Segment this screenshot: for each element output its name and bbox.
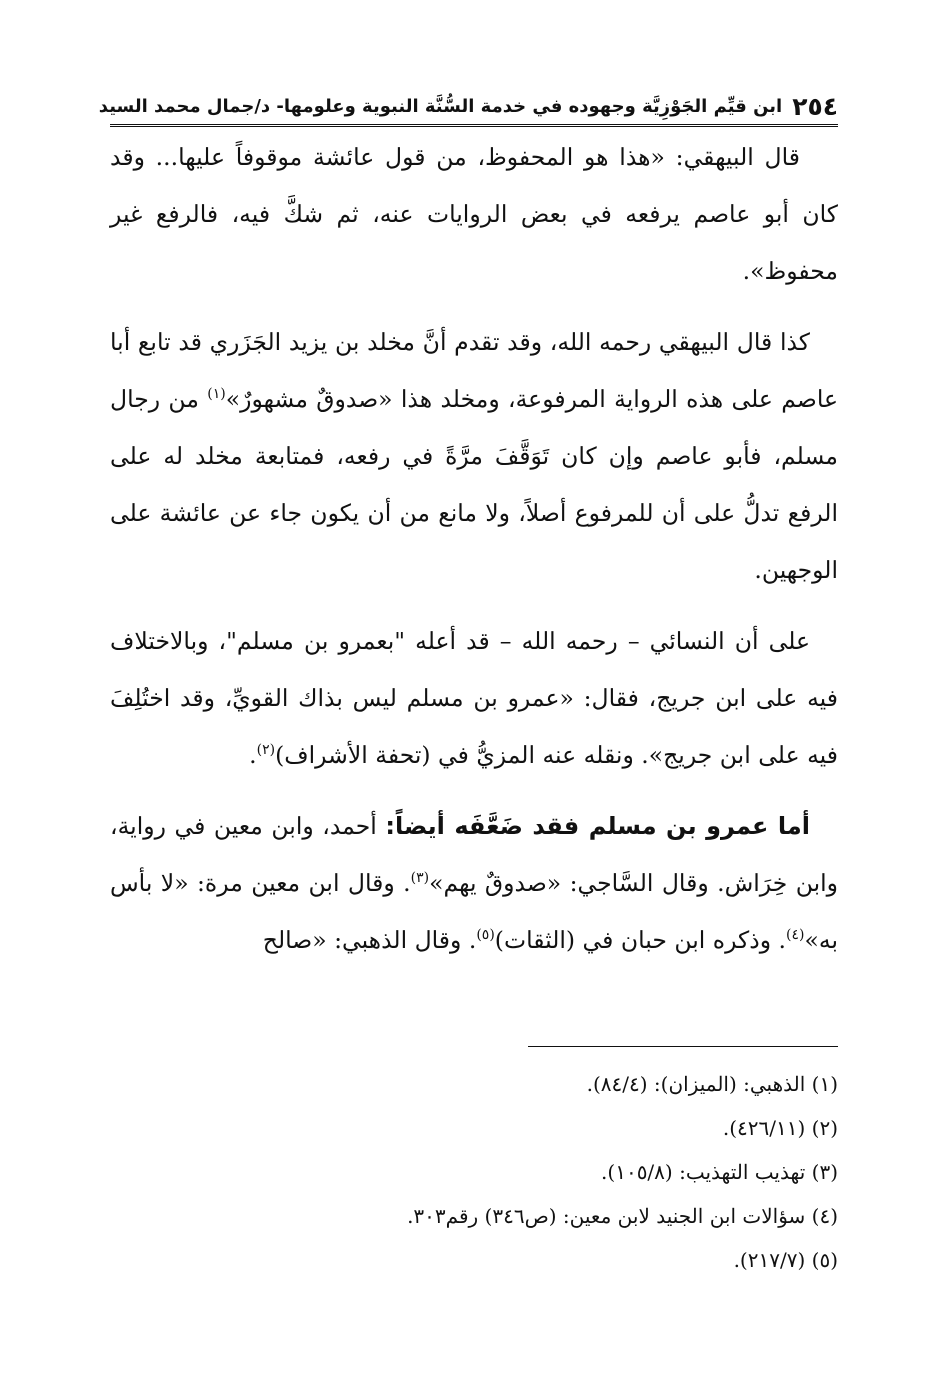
bold-lead-in: أما عمرو بن مسلم فقد ضَعَّفَه أيضاً:: [385, 812, 810, 840]
footnote-2: (٢) (٤٢٦/١١).: [722, 1116, 838, 1140]
footnote-3: (٣) تهذيب التهذيب: (١٠٥/٨).: [601, 1160, 838, 1184]
footnotes-list: [110, 1062, 838, 1282]
footnote-ref-5: (٥): [476, 927, 495, 944]
page-header: [98, 82, 838, 127]
paragraph-amr-ibn-muslim: [110, 798, 838, 969]
book-page: [98, 82, 839, 1312]
footnote-ref-4: (٤): [786, 927, 805, 944]
footnote-ref-2: (٢): [256, 742, 276, 759]
footnote-ref-3: (٣): [410, 870, 430, 887]
paragraph-text: . وقال ابن معين مرة: «لا بأس به»: [110, 869, 838, 954]
footnote-1: (١) الذهبي: (الميزان): (٨٤/٤).: [586, 1072, 838, 1096]
paragraph-text: . وذكره ابن حبان في (الثقات): [494, 926, 786, 954]
footnote-ref-1: (١): [207, 386, 226, 403]
paragraph-mukhallad-follow-up: [110, 314, 838, 599]
paragraph-text: على أن النسائي – رحمه الله – قد أعله "بعمرو بن مسلم"، وبالاختلاف فيه على ابن جريج، فقال: «عمرو بن مسلم ليس بذاك القويِّ، وقد اختُلِفَ فيه على ابن جريج». ونقله عنه المزيُّ في (تحفة الأشراف): [110, 627, 838, 769]
footnote-separator: [528, 1046, 838, 1047]
paragraph-text: .: [249, 741, 257, 769]
paragraph-text: كذا قال البيهقي رحمه الله، وقد تقدم أنَّ مخلد بن يزيد الجَزَري قد تابع أبا عاصم على هذه الرواية المرفوعة، ومخلد هذا «صدوقٌ مشهورٌ»: [110, 328, 839, 413]
paragraph-text: أحمد، وابن معين في رواية، وابن خِرَاش. وقال السَّاجي: «صدوقٌ يهم»: [110, 812, 839, 897]
footnote-4: (٤) سؤالات ابن الجنيد لابن معين: (ص٣٤٦) رقم٣٠٣.: [407, 1204, 838, 1228]
paragraph-nasai-criticism: [110, 613, 838, 784]
paragraph-bayhaqi-quote: قال البيهقي: «هذا هو المحفوظ، من قول عائشة موقوفاً عليها... وقد كان أبو عاصم يرفعه في بعض الروايات عنه، ثم شكَّ فيه، فالرفع غير محفوظ».: [110, 143, 838, 285]
main-text: [110, 129, 838, 969]
footnote-5: (٥) (٢١٧/٧).: [733, 1248, 838, 1272]
paragraph-text: . وقال الذهبي: «صالح: [262, 926, 477, 954]
running-title: ابن قيِّم الجَوْزِيَّة وجهوده في خدمة السُّنَّة النبوية وعلومها- د/جمال محمد السيد: [98, 96, 783, 117]
page-number: ٢٥٤: [792, 92, 838, 121]
paragraph-text: من رجال مسلم، فأبو عاصم وإن كان تَوَقَّفَ مرَّةً في رفعه، فمتابعة مخلد له على الرفع تدلُّ على أن للمرفوع أصلاً، ولا مانع من أن يكون جاء عن عائشة على الوجهين.: [110, 385, 838, 584]
